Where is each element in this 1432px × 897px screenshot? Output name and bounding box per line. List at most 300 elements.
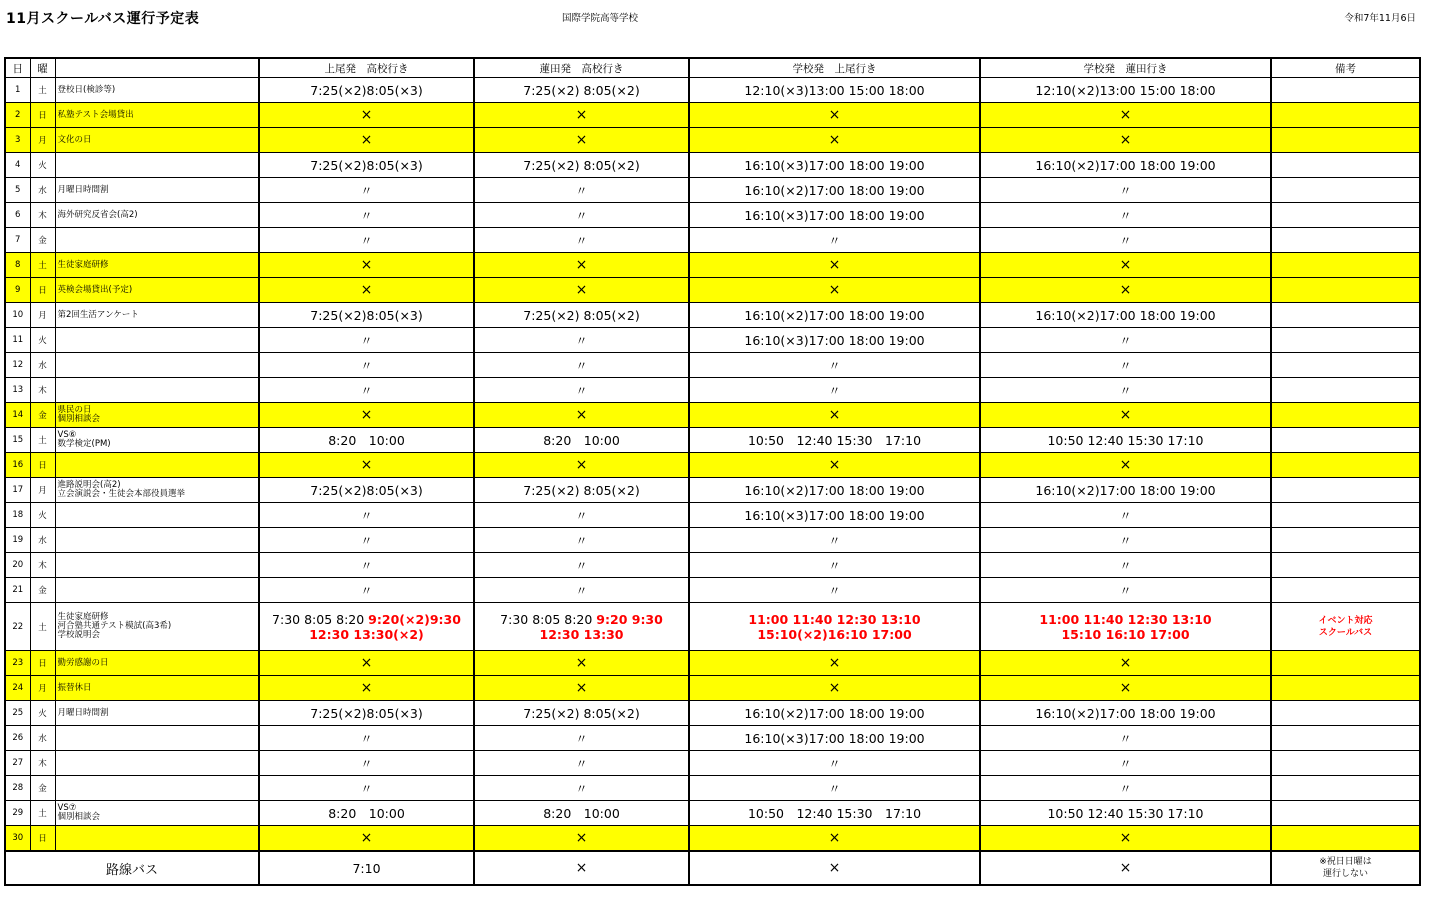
hasuda-to-school-cell: × [474, 676, 689, 701]
event-cell: 勤労感謝の日 [55, 651, 259, 676]
schedule-body [5, 78, 1420, 886]
event-cell: VS⑥ 数学検定(PM) [55, 428, 259, 453]
table-row [5, 403, 1420, 428]
col-header-remarks: 備考 [1271, 58, 1420, 78]
weekday-cell: 月 [30, 303, 55, 328]
ageo-to-school-cell: 〃 [259, 776, 474, 801]
event-cell: 県民の日 個別相談会 [55, 403, 259, 428]
event-cell: 生徒家庭研修 [55, 253, 259, 278]
school-to-ageo-cell: 16:10(×3)17:00 18:00 19:00 [689, 203, 980, 228]
school-to-ageo-cell: × [689, 826, 980, 852]
table-row [5, 651, 1420, 676]
hasuda-to-school-cell: 〃 [474, 726, 689, 751]
table-row [5, 726, 1420, 751]
ageo-to-school-cell: 8:20 10:00 [259, 428, 474, 453]
col-header-weekday: 曜 [30, 58, 55, 78]
table-row [5, 153, 1420, 178]
day-cell: 30 [5, 826, 30, 852]
remarks-cell [1271, 128, 1420, 153]
weekday-cell: 水 [30, 353, 55, 378]
hasuda-to-school-cell: 〃 [474, 751, 689, 776]
event-times: 15:10(×2)16:10 17:00 [757, 626, 912, 642]
hasuda-to-school-cell: × [474, 253, 689, 278]
event-cell: 私塾テスト会場貸出 [55, 103, 259, 128]
event-cell [55, 328, 259, 353]
table-row [5, 303, 1420, 328]
ageo-to-school-cell: 〃 [259, 751, 474, 776]
school-to-hasuda-cell: 〃 [980, 203, 1271, 228]
day-cell: 8 [5, 253, 30, 278]
day-cell: 7 [5, 228, 30, 253]
remarks-cell [1271, 826, 1420, 852]
weekday-cell: 火 [30, 701, 55, 726]
weekday-cell: 土 [30, 253, 55, 278]
hasuda-to-school-cell: 〃 [474, 228, 689, 253]
hasuda-to-school-cell: 7:25(×2) 8:05(×2) [474, 78, 689, 103]
school-to-ageo-cell: × [689, 128, 980, 153]
weekday-cell: 金 [30, 578, 55, 603]
remarks-cell [1271, 801, 1420, 826]
table-row [5, 228, 1420, 253]
school-to-hasuda-cell: × [980, 278, 1271, 303]
remarks-cell [1271, 726, 1420, 751]
remarks-cell [1271, 328, 1420, 353]
event-cell [55, 578, 259, 603]
table-row [5, 553, 1420, 578]
table-row [5, 478, 1420, 503]
ageo-to-school-cell: × [259, 103, 474, 128]
ageo-to-school-cell: × [259, 453, 474, 478]
event-cell [55, 378, 259, 403]
route-bus-label: 路線バス [5, 851, 259, 885]
school-to-hasuda-cell: 〃 [980, 528, 1271, 553]
event-cell [55, 751, 259, 776]
table-row [5, 751, 1420, 776]
hasuda-to-school-cell: 7:25(×2) 8:05(×2) [474, 153, 689, 178]
table-row [5, 701, 1420, 726]
event-bus-note: イベント対応 [1318, 615, 1373, 626]
remarks-cell [1271, 603, 1420, 651]
ageo-to-school-cell [259, 603, 474, 651]
hasuda-to-school-cell: 〃 [474, 578, 689, 603]
school-to-ageo-cell: × [689, 676, 980, 701]
weekday-cell: 月 [30, 128, 55, 153]
weekday-cell: 火 [30, 503, 55, 528]
day-cell: 22 [5, 603, 30, 651]
school-to-hasuda-cell: 〃 [980, 228, 1271, 253]
hasuda-to-school-cell: × [474, 403, 689, 428]
ageo-to-school-cell: × [259, 651, 474, 676]
remarks-cell [1271, 178, 1420, 203]
ageo-to-school-cell: × [259, 826, 474, 852]
weekday-cell: 土 [30, 78, 55, 103]
event-cell [55, 503, 259, 528]
day-cell: 21 [5, 578, 30, 603]
school-to-ageo-cell: 16:10(×2)17:00 18:00 19:00 [689, 303, 980, 328]
weekday-cell: 金 [30, 403, 55, 428]
weekday-cell: 火 [30, 328, 55, 353]
school-to-hasuda-cell: 〃 [980, 378, 1271, 403]
day-cell: 20 [5, 553, 30, 578]
remarks-cell [1271, 228, 1420, 253]
remarks-cell [1271, 578, 1420, 603]
ageo-to-school-cell: × [259, 278, 474, 303]
remarks-cell [1271, 528, 1420, 553]
school-to-ageo-cell: 16:10(×2)17:00 18:00 19:00 [689, 178, 980, 203]
ageo-to-school-cell: 〃 [259, 353, 474, 378]
school-to-hasuda-cell: 10:50 12:40 15:30 17:10 [980, 428, 1271, 453]
table-row [5, 353, 1420, 378]
weekday-cell: 木 [30, 378, 55, 403]
event-cell [55, 228, 259, 253]
school-to-ageo-cell: 16:10(×3)17:00 18:00 19:00 [689, 726, 980, 751]
remarks-cell [1271, 78, 1420, 103]
day-cell: 26 [5, 726, 30, 751]
page-title: 11月スクールバス運行予定表 [6, 11, 200, 27]
school-to-ageo-cell: 10:50 12:40 15:30 17:10 [689, 428, 980, 453]
weekday-cell: 土 [30, 603, 55, 651]
remarks-cell [1271, 153, 1420, 178]
weekday-cell: 水 [30, 726, 55, 751]
ageo-to-school-cell: 〃 [259, 378, 474, 403]
table-row [5, 378, 1420, 403]
event-times: 9:20 9:30 [596, 611, 663, 627]
table-row [5, 826, 1420, 852]
school-to-ageo-cell: 12:10(×3)13:00 15:00 18:00 [689, 78, 980, 103]
day-cell: 24 [5, 676, 30, 701]
col-header-day: 日 [5, 58, 30, 78]
ageo-to-school-cell: 〃 [259, 178, 474, 203]
event-cell [55, 453, 259, 478]
school-name: 国際学院高等学校 [562, 13, 639, 24]
hasuda-to-school-cell: 〃 [474, 203, 689, 228]
ageo-to-school-cell: × [259, 676, 474, 701]
weekday-cell: 水 [30, 178, 55, 203]
remarks-cell [1271, 428, 1420, 453]
day-cell: 14 [5, 403, 30, 428]
school-to-hasuda-cell [980, 603, 1271, 651]
ageo-to-school-cell: 〃 [259, 726, 474, 751]
day-cell: 9 [5, 278, 30, 303]
weekday-cell: 火 [30, 153, 55, 178]
school-to-ageo-cell: × [689, 403, 980, 428]
school-to-ageo-cell: 〃 [689, 751, 980, 776]
hasuda-to-school-cell: 8:20 10:00 [474, 428, 689, 453]
school-to-ageo-cell: 〃 [689, 578, 980, 603]
event-times: 11:00 11:40 12:30 13:10 [748, 611, 921, 627]
weekday-cell: 木 [30, 751, 55, 776]
weekday-cell: 金 [30, 228, 55, 253]
school-to-ageo-cell: × [689, 651, 980, 676]
day-cell: 27 [5, 751, 30, 776]
ageo-to-school-cell: 7:25(×2)8:05(×3) [259, 478, 474, 503]
remarks-cell [1271, 378, 1420, 403]
regular-times: 7:30 8:05 8:20 [272, 611, 369, 627]
table-row [5, 578, 1420, 603]
event-cell: 振替休日 [55, 676, 259, 701]
school-to-ageo-cell: 10:50 12:40 15:30 17:10 [689, 801, 980, 826]
ageo-to-school-cell: 7:25(×2)8:05(×3) [259, 78, 474, 103]
ageo-to-school-cell: × [259, 403, 474, 428]
day-cell: 10 [5, 303, 30, 328]
school-to-ageo-cell: 〃 [689, 553, 980, 578]
school-to-hasuda-cell: × [980, 128, 1271, 153]
route-note: ※祝日日曜は [1319, 857, 1372, 867]
day-cell: 11 [5, 328, 30, 353]
day-cell: 4 [5, 153, 30, 178]
remarks-cell [1271, 253, 1420, 278]
school-to-ageo-cell: 〃 [689, 776, 980, 801]
table-row [5, 503, 1420, 528]
remarks-cell [1271, 353, 1420, 378]
school-to-ageo-cell: 〃 [689, 528, 980, 553]
hasuda-to-school-cell: 7:25(×2) 8:05(×2) [474, 478, 689, 503]
col-header-school-to-ageo: 学校発 上尾行き [689, 58, 980, 78]
ageo-to-school-cell: 〃 [259, 203, 474, 228]
remarks-cell [1271, 278, 1420, 303]
school-to-hasuda-cell: 16:10(×2)17:00 18:00 19:00 [980, 701, 1271, 726]
school-to-ageo-cell: × [689, 103, 980, 128]
day-cell: 29 [5, 801, 30, 826]
day-cell: 23 [5, 651, 30, 676]
hasuda-to-school-cell: × [474, 826, 689, 852]
event-cell [55, 553, 259, 578]
day-cell: 12 [5, 353, 30, 378]
ageo-to-school-cell: 7:25(×2)8:05(×3) [259, 303, 474, 328]
table-row [5, 676, 1420, 701]
event-cell [55, 528, 259, 553]
table-row [5, 103, 1420, 128]
weekday-cell: 日 [30, 826, 55, 852]
school-to-ageo-cell: 16:10(×2)17:00 18:00 19:00 [689, 478, 980, 503]
event-times: 11:00 11:40 12:30 13:10 [1039, 611, 1212, 627]
school-to-hasuda-cell: × [980, 253, 1271, 278]
school-to-hasuda-cell: 〃 [980, 553, 1271, 578]
day-cell: 3 [5, 128, 30, 153]
hasuda-to-school-cell: 8:20 10:00 [474, 801, 689, 826]
ageo-to-school-cell: 7:25(×2)8:05(×3) [259, 153, 474, 178]
school-to-ageo-cell: 〃 [689, 378, 980, 403]
table-row [5, 328, 1420, 353]
weekday-cell: 土 [30, 801, 55, 826]
event-cell [55, 776, 259, 801]
ageo-to-school-cell: 7:25(×2)8:05(×3) [259, 701, 474, 726]
school-to-hasuda-cell: 16:10(×2)17:00 18:00 19:00 [980, 153, 1271, 178]
hasuda-to-school-cell [474, 603, 689, 651]
event-cell: 海外研究反省会(高2) [55, 203, 259, 228]
event-times: 12:30 13:30(×2) [309, 626, 424, 642]
school-to-hasuda-cell: 16:10(×2)17:00 18:00 19:00 [980, 478, 1271, 503]
event-times: 15:10 16:10 17:00 [1061, 626, 1190, 642]
school-to-hasuda-cell: 〃 [980, 726, 1271, 751]
school-to-ageo-cell: 16:10(×3)17:00 18:00 19:00 [689, 328, 980, 353]
school-to-hasuda-cell: × [980, 676, 1271, 701]
hasuda-to-school-cell: × [474, 128, 689, 153]
event-cell: VS⑦ 個別相談会 [55, 801, 259, 826]
school-to-hasuda-cell: 〃 [980, 776, 1271, 801]
table-row [5, 278, 1420, 303]
event-cell: 進路説明会(高2) 立会演説会・生徒会本部役員選挙 [55, 478, 259, 503]
weekday-cell: 月 [30, 676, 55, 701]
remarks-cell [1271, 776, 1420, 801]
school-to-hasuda-cell: × [980, 453, 1271, 478]
day-cell: 2 [5, 103, 30, 128]
school-to-ageo-cell: 〃 [689, 228, 980, 253]
school-to-hasuda-cell: 〃 [980, 178, 1271, 203]
day-cell: 18 [5, 503, 30, 528]
school-to-ageo-cell [689, 603, 980, 651]
remarks-cell [1271, 553, 1420, 578]
issue-date: 令和7年11月6日 [1344, 13, 1416, 24]
school-to-hasuda-cell: × [980, 403, 1271, 428]
event-cell: 文化の日 [55, 128, 259, 153]
school-to-ageo-cell: 16:10(×3)17:00 18:00 19:00 [689, 153, 980, 178]
school-to-hasuda-cell: 16:10(×2)17:00 18:00 19:00 [980, 303, 1271, 328]
table-row [5, 203, 1420, 228]
remarks-cell [1271, 851, 1420, 885]
day-cell: 1 [5, 78, 30, 103]
day-cell: 17 [5, 478, 30, 503]
table-row [5, 528, 1420, 553]
ageo-to-school-cell: 〃 [259, 553, 474, 578]
ageo-to-school-cell: 〃 [259, 578, 474, 603]
weekday-cell: 金 [30, 776, 55, 801]
table-row [5, 453, 1420, 478]
weekday-cell: 日 [30, 103, 55, 128]
ageo-to-school-cell: 7:10 [259, 851, 474, 885]
table-row-event-day [5, 603, 1420, 651]
ageo-to-school-cell: 〃 [259, 528, 474, 553]
weekday-cell: 日 [30, 278, 55, 303]
school-to-hasuda-cell: 10:50 12:40 15:30 17:10 [980, 801, 1271, 826]
remarks-cell [1271, 701, 1420, 726]
hasuda-to-school-cell: 7:25(×2) 8:05(×2) [474, 303, 689, 328]
remarks-cell [1271, 651, 1420, 676]
table-row [5, 428, 1420, 453]
ageo-to-school-cell: × [259, 253, 474, 278]
remarks-cell [1271, 303, 1420, 328]
event-bus-note: スクールバス [1318, 627, 1373, 638]
table-row [5, 128, 1420, 153]
col-header-ageo-to-school: 上尾発 高校行き [259, 58, 474, 78]
weekday-cell: 木 [30, 553, 55, 578]
hasuda-to-school-cell: × [474, 651, 689, 676]
event-cell: 生徒家庭研修 河合塾共通テスト模試(高3希) 学校説明会 [55, 603, 259, 651]
table-row [5, 253, 1420, 278]
event-cell: 第2回生活アンケート [55, 303, 259, 328]
school-to-hasuda-cell: 〃 [980, 353, 1271, 378]
remarks-cell [1271, 453, 1420, 478]
hasuda-to-school-cell: 7:25(×2) 8:05(×2) [474, 701, 689, 726]
table-row [5, 776, 1420, 801]
day-cell: 13 [5, 378, 30, 403]
table-row [5, 801, 1420, 826]
hasuda-to-school-cell: 〃 [474, 776, 689, 801]
hasuda-to-school-cell: 〃 [474, 328, 689, 353]
event-cell [55, 726, 259, 751]
school-to-hasuda-cell: 〃 [980, 578, 1271, 603]
school-to-ageo-cell: × [689, 278, 980, 303]
hasuda-to-school-cell: 〃 [474, 528, 689, 553]
hasuda-to-school-cell: 〃 [474, 503, 689, 528]
event-cell: 登校日(検診等) [55, 78, 259, 103]
day-cell: 28 [5, 776, 30, 801]
school-to-ageo-cell: × [689, 851, 980, 885]
remarks-cell [1271, 676, 1420, 701]
hasuda-to-school-cell: × [474, 278, 689, 303]
hasuda-to-school-cell: × [474, 453, 689, 478]
table-row [5, 78, 1420, 103]
event-cell: 月曜日時間割 [55, 701, 259, 726]
school-to-hasuda-cell: 〃 [980, 751, 1271, 776]
remarks-cell [1271, 203, 1420, 228]
school-to-ageo-cell: × [689, 253, 980, 278]
ageo-to-school-cell: × [259, 128, 474, 153]
school-to-hasuda-cell: × [980, 103, 1271, 128]
day-cell: 19 [5, 528, 30, 553]
route-bus-row [5, 851, 1420, 885]
school-to-hasuda-cell: 〃 [980, 328, 1271, 353]
remarks-cell [1271, 403, 1420, 428]
event-cell [55, 826, 259, 852]
remarks-cell [1271, 503, 1420, 528]
header-row [5, 58, 1420, 78]
weekday-cell: 日 [30, 651, 55, 676]
remarks-cell [1271, 103, 1420, 128]
event-cell [55, 353, 259, 378]
school-to-hasuda-cell: 12:10(×2)13:00 15:00 18:00 [980, 78, 1271, 103]
day-cell: 6 [5, 203, 30, 228]
event-cell: 英検会場貸出(予定) [55, 278, 259, 303]
hasuda-to-school-cell: × [474, 103, 689, 128]
school-to-ageo-cell: 16:10(×3)17:00 18:00 19:00 [689, 503, 980, 528]
school-to-ageo-cell: × [689, 453, 980, 478]
school-to-hasuda-cell: × [980, 651, 1271, 676]
bus-schedule-table [4, 57, 1421, 886]
remarks-cell [1271, 478, 1420, 503]
weekday-cell: 月 [30, 478, 55, 503]
table-row [5, 178, 1420, 203]
remarks-cell [1271, 751, 1420, 776]
day-cell: 25 [5, 701, 30, 726]
weekday-cell: 水 [30, 528, 55, 553]
day-cell: 5 [5, 178, 30, 203]
col-header-hasuda-to-school: 蓮田発 高校行き [474, 58, 689, 78]
ageo-to-school-cell: 8:20 10:00 [259, 801, 474, 826]
weekday-cell: 木 [30, 203, 55, 228]
ageo-to-school-cell: 〃 [259, 228, 474, 253]
hasuda-to-school-cell: 〃 [474, 178, 689, 203]
event-times: 12:30 13:30 [539, 626, 624, 642]
ageo-to-school-cell: 〃 [259, 328, 474, 353]
col-header-event [55, 58, 259, 78]
ageo-to-school-cell: 〃 [259, 503, 474, 528]
hasuda-to-school-cell: × [474, 851, 689, 885]
event-cell: 月曜日時間割 [55, 178, 259, 203]
day-cell: 15 [5, 428, 30, 453]
weekday-cell: 土 [30, 428, 55, 453]
hasuda-to-school-cell: 〃 [474, 353, 689, 378]
route-note: 運行しない [1322, 869, 1368, 879]
weekday-cell: 日 [30, 453, 55, 478]
event-cell [55, 153, 259, 178]
day-cell: 16 [5, 453, 30, 478]
regular-times: 7:30 8:05 8:20 [500, 611, 597, 627]
school-to-hasuda-cell: 〃 [980, 503, 1271, 528]
hasuda-to-school-cell: 〃 [474, 378, 689, 403]
event-times: 9:20(×2)9:30 [368, 611, 461, 627]
school-to-hasuda-cell: × [980, 826, 1271, 852]
